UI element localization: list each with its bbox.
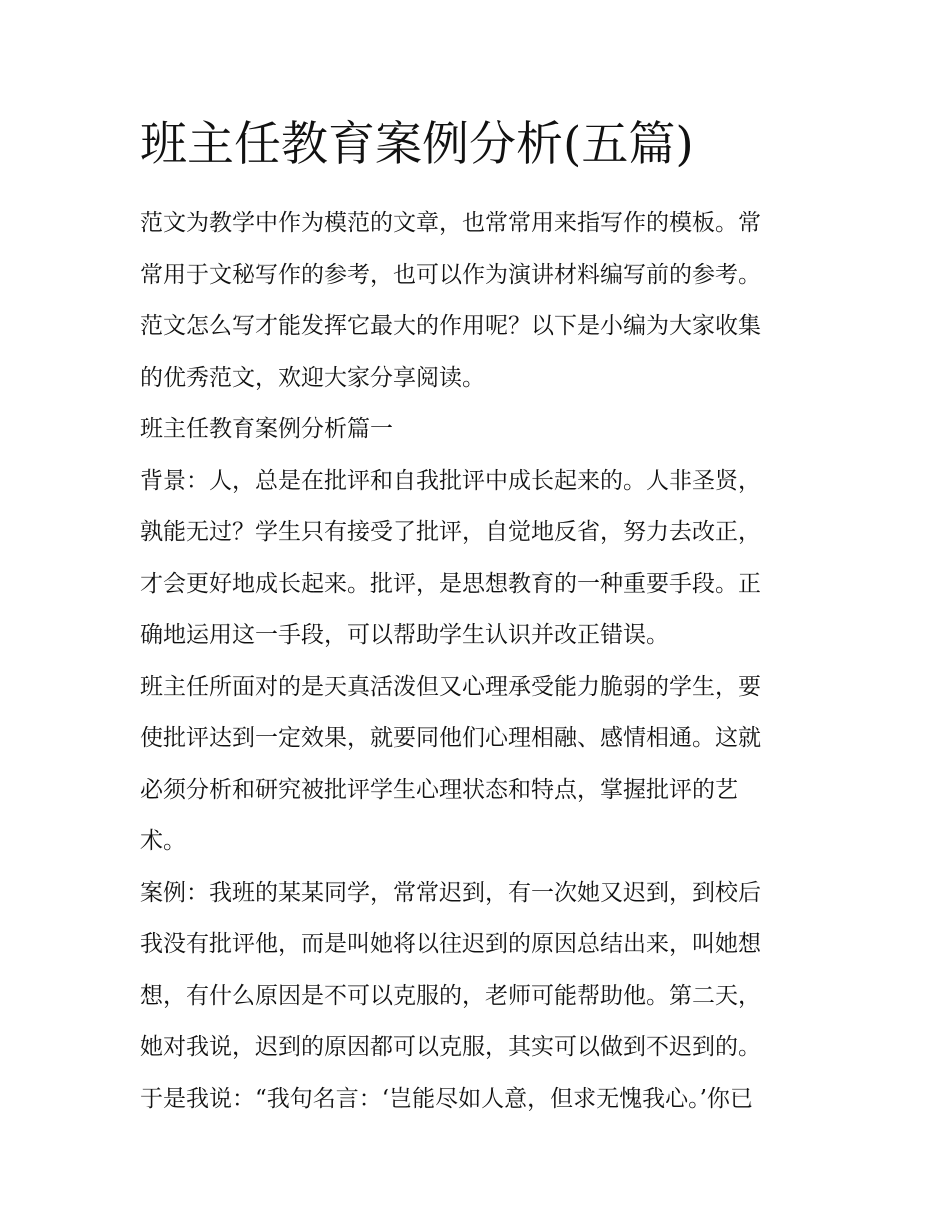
text-line: 术。 bbox=[140, 828, 186, 854]
section-heading: 班主任教育案例分析篇一 bbox=[140, 416, 393, 442]
text-line: 我没有批评他，而是叫她将以往迟到的原因总结出来，叫她想 bbox=[140, 931, 761, 957]
text-line: 孰能无过？学生只有接受了批评，自觉地反省，努力去改正， bbox=[140, 519, 761, 545]
text-line: 确地运用这一手段，可以帮助学生认识并改正错误。 bbox=[140, 622, 669, 648]
document-body bbox=[140, 198, 820, 1125]
text-line: 才会更好地成长起来。批评，是思想教育的一种重要手段。正 bbox=[140, 570, 761, 597]
document-title: 班主任教育案例分析(五篇) bbox=[140, 117, 694, 172]
text-line: 班主任所面对的是天真活泼但又心理承受能力脆弱的学生，要 bbox=[140, 673, 761, 700]
text-line: 常用于文秘写作的参考，也可以作为演讲材料编写前的参考。 bbox=[140, 261, 761, 288]
text-line: 范文为教学中作为模范的文章，也常常用来指写作的模板。常 bbox=[140, 210, 761, 236]
text-line: 使批评达到一定效果，就要同他们心理相融、感情相通。这就 bbox=[140, 725, 761, 751]
text-line: 她对我说，迟到的原因都可以克服，其实可以做到不迟到的。 bbox=[140, 1034, 761, 1060]
text-line: 的优秀范文，欢迎大家分享阅读。 bbox=[140, 364, 485, 391]
text-line: 背景：人，总是在批评和自我批评中成长起来的。人非圣贤， bbox=[140, 467, 761, 494]
text-line: 范文怎么写才能发挥它最大的作用呢？以下是小编为大家收集 bbox=[140, 313, 761, 339]
text-line: 案例：我班的某某同学，常常迟到，有一次她又迟到，到校后 bbox=[140, 879, 761, 906]
text-line: 于是我说：“我句名言：‘岂能尽如人意，但求无愧我心。’你已 bbox=[140, 1085, 753, 1112]
text-line: 想，有什么原因是不可以克服的，老师可能帮助他。第二天， bbox=[140, 982, 761, 1009]
text-line: 必须分析和研究被批评学生心理状态和特点，掌握批评的艺 bbox=[140, 776, 738, 803]
